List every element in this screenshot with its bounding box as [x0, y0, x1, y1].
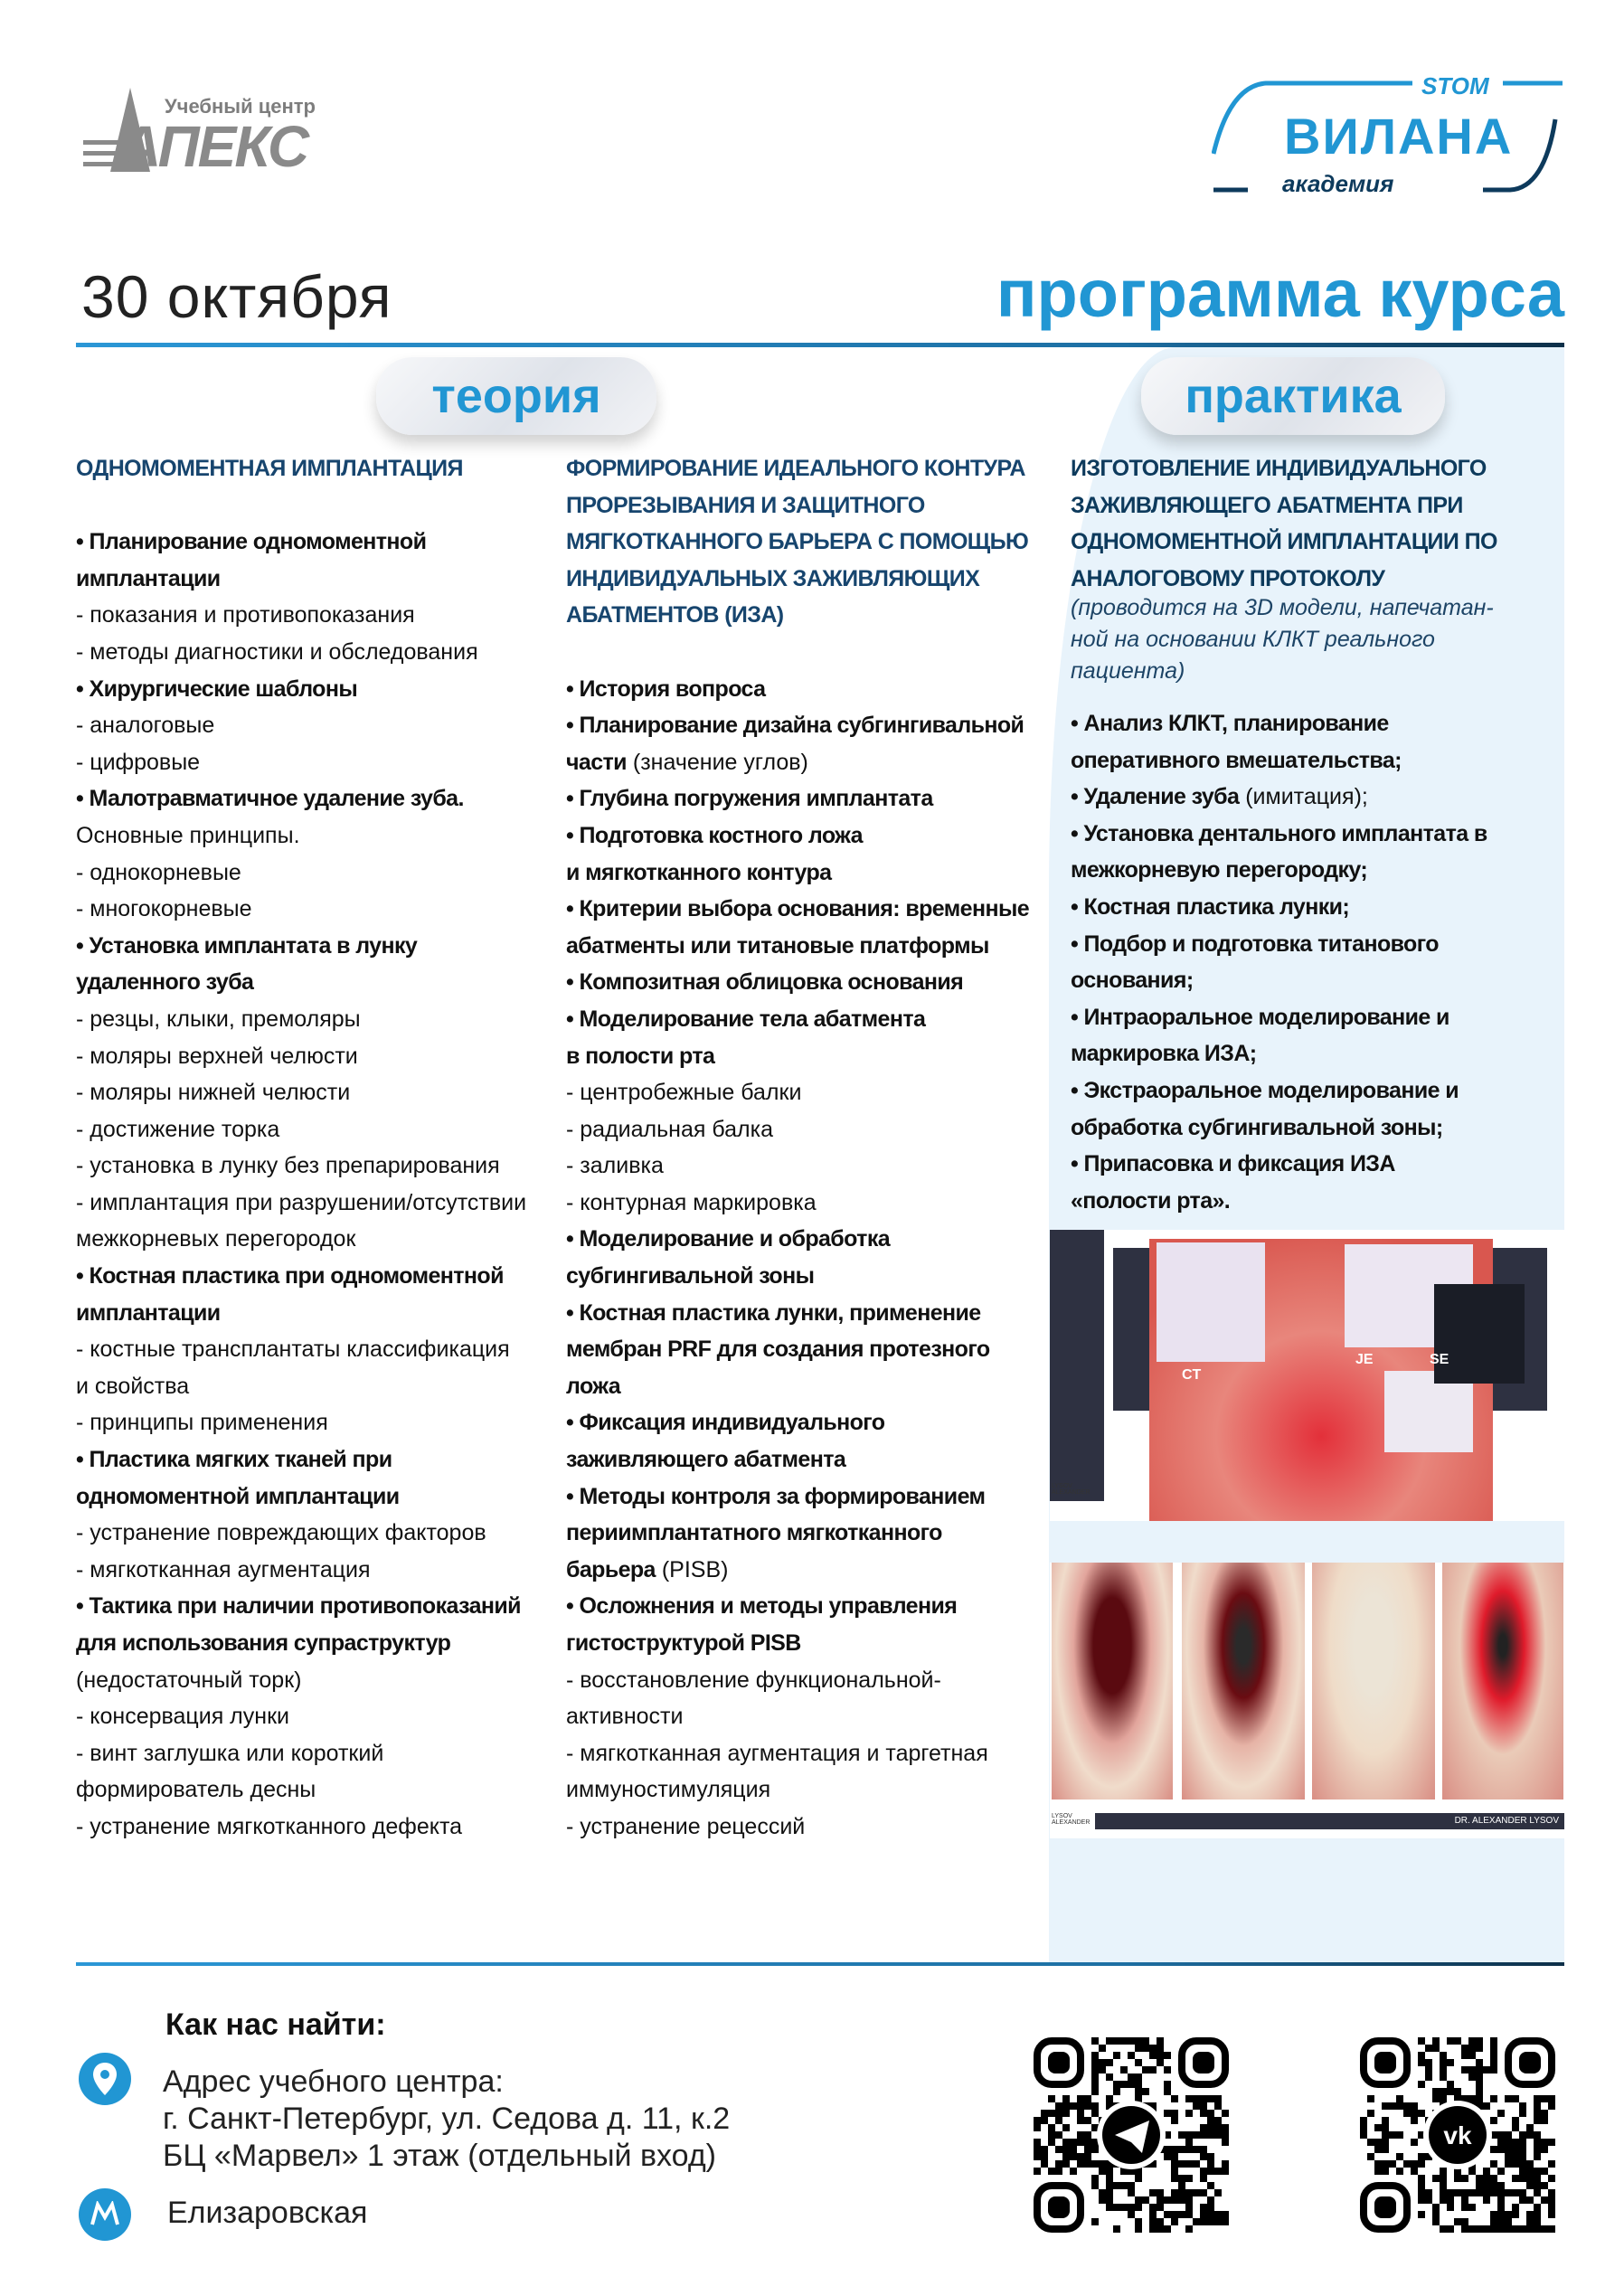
line-bold-text: в полости рта — [566, 1043, 715, 1069]
line-bold-text: гистоструктурой PISB — [566, 1630, 801, 1656]
list-line — [566, 928, 1029, 965]
line-text: - имплантация при разрушении/отсутствии — [76, 1189, 527, 1215]
list-line — [566, 1441, 1029, 1478]
line-text: - цифровые — [76, 749, 201, 775]
line-bold-text: • Костная пластика при одномоментной — [76, 1263, 504, 1289]
list-line — [566, 1662, 1029, 1699]
line-bold-text: • Подготовка костного ложа — [566, 822, 863, 848]
line-bold-text: • Композитная облицовка основания — [566, 969, 964, 996]
line-bold-text: • Планирование дизайна субгингивальной — [566, 713, 1024, 739]
line-bold-text: • История вопроса — [566, 675, 766, 702]
line-text: (PISB) — [655, 1556, 729, 1582]
column-heading: ОДНОМОМЕНТНОЙ ИМПЛАНТАЦИИ ПО — [1071, 529, 1497, 555]
photo-label-se: SE — [1430, 1352, 1449, 1367]
list-line — [566, 1185, 1029, 1222]
list-line — [76, 964, 526, 1001]
line-bold-text: • Припасовка и фиксация ИЗА — [1071, 1151, 1395, 1177]
location-pin-icon — [79, 2053, 131, 2105]
list-line — [566, 1368, 1029, 1405]
theory-column-implantation — [76, 450, 526, 1846]
list-line — [76, 1771, 526, 1809]
line-bold-text: • Глубина погружения имплантата — [566, 786, 933, 812]
column-heading: ОДНОМОМЕНТНАЯ ИМПЛАНТАЦИЯ — [76, 456, 463, 481]
line-bold-text: • Тактика при наличии противопоказаний — [76, 1593, 521, 1620]
list-line — [566, 1478, 1029, 1516]
list-line — [76, 1001, 526, 1038]
line-text: - контурная маркировка — [566, 1189, 817, 1215]
vilana-logo-bottom: академия — [1282, 170, 1394, 197]
list-line — [76, 891, 526, 928]
list-line — [76, 1404, 526, 1441]
metro-station: Елизаровская — [167, 2196, 368, 2230]
line-bold-text: маркировка ИЗА; — [1071, 1041, 1257, 1067]
line-bold-text: и мягкотканного контура — [566, 859, 832, 885]
line-text: - моляры нижней челюсти — [76, 1080, 351, 1106]
page-title: программа курса — [996, 256, 1564, 331]
column-heading: ФОРМИРОВАНИЕ ИДЕАЛЬНОГО КОНТУРА — [566, 456, 1025, 481]
list-line — [1071, 779, 1487, 816]
line-bold-text: • Костная пластика лунки, применение — [566, 1299, 981, 1326]
line-bold-text: основания; — [1071, 968, 1194, 994]
list-line — [566, 1148, 1029, 1185]
list-line — [1071, 705, 1487, 742]
vilana-logo-name: ВИЛАНА — [1284, 108, 1514, 165]
apex-logo-subtitle: Учебный центр — [165, 95, 316, 118]
theory-column-abutments — [566, 450, 1029, 1846]
list-line — [76, 817, 526, 855]
vk-qr-code[interactable] — [1360, 2037, 1555, 2233]
list-line — [76, 707, 526, 744]
line-text: - методы диагностики и обследования — [76, 638, 478, 665]
list-line — [76, 1368, 526, 1405]
column-heading: ЗАЖИВЛЯЮЩЕГО АБАТМЕНТА ПРИ — [1071, 492, 1463, 518]
list-line — [1071, 1183, 1487, 1220]
list-line — [76, 1148, 526, 1185]
note-line: ной на основании КЛКТ реального — [1071, 627, 1435, 652]
line-text: (недостаточный торк) — [76, 1667, 302, 1693]
column-heading: ИНДИВИДУАЛЬНЫХ ЗАЖИВЛЯЮЩИХ — [566, 565, 980, 591]
list-line — [76, 780, 526, 817]
line-text: - винт заглушка или короткий — [76, 1740, 384, 1766]
note-line: (проводится на 3D модели, напечатан- — [1071, 595, 1494, 620]
line-text: - достижение торка — [76, 1116, 280, 1142]
address-label: Адрес учебного центра: — [163, 2064, 504, 2099]
line-bold-text: • Анализ КЛКТ, планирование — [1071, 711, 1389, 736]
line-text: Основные принципы. — [76, 822, 300, 848]
line-bold-text: • Фиксация индивидуального — [566, 1410, 885, 1436]
line-bold-text: обработка субгингивальной зоны; — [1071, 1114, 1443, 1140]
list-line — [566, 1515, 1029, 1552]
list-line — [76, 1111, 526, 1148]
course-date: 30 октября — [81, 263, 392, 330]
list-line — [76, 597, 526, 634]
list-line — [76, 1588, 526, 1625]
line-text: - устранение повреждающих факторов — [76, 1520, 486, 1546]
line-text: - аналоговые — [76, 713, 215, 739]
list-line — [566, 1111, 1029, 1148]
line-bold-text: периимплантатного мягкотканного — [566, 1520, 942, 1546]
line-text: формирователь десны — [76, 1777, 316, 1803]
list-line — [1071, 999, 1487, 1036]
list-line — [566, 707, 1029, 744]
list-line — [566, 1404, 1029, 1441]
list-line — [76, 1441, 526, 1478]
line-text: - многокорневые — [76, 896, 252, 922]
photo-brand-2: LYSOV ALEXANDER — [1052, 1813, 1091, 1826]
list-line — [566, 744, 1029, 781]
column-heading — [566, 634, 1029, 671]
address-building: БЦ «Марвел» 1 этаж (отдельный вход) — [163, 2139, 716, 2173]
list-line — [566, 891, 1029, 928]
list-line — [566, 780, 1029, 817]
photo-watermark: DR. ALEXANDER LYSOV — [1454, 1816, 1559, 1826]
list-line — [76, 634, 526, 671]
list-line — [76, 1735, 526, 1772]
line-text: - моляры верхней челюсти — [76, 1043, 358, 1069]
photo-label-je: JE — [1355, 1352, 1374, 1367]
vilana-logo — [1212, 63, 1573, 208]
line-bold-text: заживляющего абатмента — [566, 1447, 846, 1473]
line-bold-text: барьера — [566, 1556, 656, 1582]
metro-icon — [79, 2188, 131, 2241]
list-line — [566, 1001, 1029, 1038]
cytology-photo — [1050, 1230, 1564, 1521]
list-line — [76, 1331, 526, 1368]
line-text: - заливка — [566, 1153, 664, 1179]
tab-theory: теория — [376, 357, 656, 435]
list-line — [1071, 1110, 1487, 1147]
line-text: (значение углов) — [626, 749, 808, 775]
list-line — [566, 1258, 1029, 1295]
list-line — [566, 1735, 1029, 1772]
line-bold-text: мембран PRF для создания протезного — [566, 1337, 990, 1363]
list-line — [1071, 889, 1487, 926]
list-line — [76, 744, 526, 781]
list-line — [566, 1771, 1029, 1809]
list-line — [566, 1588, 1029, 1625]
list-line — [76, 1552, 526, 1589]
line-bold-text: оперативного вмешательства; — [1071, 747, 1402, 773]
svg-text:vk: vk — [1443, 2121, 1472, 2149]
practice-note — [1071, 592, 1494, 687]
line-bold-text: • Методы контроля за формированием — [566, 1483, 986, 1509]
list-line — [76, 1625, 526, 1662]
list-line — [1071, 742, 1487, 779]
line-bold-text: • Подбор и подготовка титанового — [1071, 930, 1439, 957]
list-line — [1071, 962, 1487, 999]
line-bold-text: • Пластика мягких тканей при — [76, 1447, 392, 1473]
list-line — [566, 1221, 1029, 1258]
list-line — [76, 928, 526, 965]
line-bold-text: • Экстраоральное моделирование и — [1071, 1077, 1459, 1103]
line-bold-text: • Костная пластика лунки; — [1071, 893, 1350, 920]
line-text: - установка в лунку без препарирования — [76, 1153, 500, 1179]
list-line — [566, 817, 1029, 855]
line-bold-text: • Установка дентального имплантата в — [1071, 820, 1487, 846]
line-text: - устранение мягкотканного дефекта — [76, 1813, 463, 1839]
line-text: активности — [566, 1704, 684, 1730]
photo-brand: LYSOV ALEXANDER — [1052, 1483, 1091, 1496]
list-line — [76, 1698, 526, 1735]
list-line — [76, 1662, 526, 1699]
line-text: - консервация лунки — [76, 1704, 289, 1730]
address-street: г. Санкт-Петербург, ул. Седова д. 11, к.2 — [163, 2102, 731, 2136]
line-text: - принципы применения — [76, 1410, 328, 1436]
line-text: - костные трансплантаты классификация — [76, 1337, 510, 1363]
line-bold-text: • Интраоральное моделирование и — [1071, 1004, 1449, 1030]
line-text: - центробежные балки — [566, 1080, 802, 1106]
line-text: - радиальная балка — [566, 1116, 773, 1142]
line-bold-text: • Критерии выбора основания: временные — [566, 896, 1030, 922]
line-bold-text: • Моделирование тела абатмента — [566, 1006, 926, 1032]
list-line — [76, 1258, 526, 1295]
apex-logo — [83, 86, 364, 179]
list-line — [1071, 816, 1487, 853]
list-line — [566, 855, 1029, 892]
line-text: - мягкотканная аугментация — [76, 1556, 371, 1582]
footer-divider — [76, 1962, 1564, 1966]
column-heading: МЯГКОТКАННОГО БАРЬЕРА С ПОМОЩЬЮ — [566, 529, 1029, 555]
list-line — [1071, 852, 1487, 889]
list-line — [1071, 1146, 1487, 1183]
line-text: иммуностимуляция — [566, 1777, 771, 1803]
clinical-photo-strip — [1050, 1563, 1564, 1838]
apex-logo-name: АПЕКС — [119, 114, 308, 179]
line-text: - однокорневые — [76, 859, 241, 885]
column-heading: АНАЛОГОВОМУ ПРОТОКОЛУ — [1071, 565, 1385, 591]
vilana-logo-top: STOM — [1421, 72, 1489, 99]
line-text: - резцы, клыки, премоляры — [76, 1006, 361, 1032]
list-line — [566, 1331, 1029, 1368]
list-line — [76, 671, 526, 708]
list-line — [566, 1698, 1029, 1735]
list-line — [1071, 926, 1487, 963]
line-text: (имитация); — [1239, 784, 1368, 810]
line-bold-text: • Планирование одномоментной — [76, 529, 427, 555]
line-bold-text: • Удаление зуба — [1071, 784, 1240, 810]
line-bold-text: • Моделирование и обработка — [566, 1226, 891, 1252]
practice-list — [1071, 705, 1487, 1219]
list-line — [1071, 1035, 1487, 1072]
line-bold-text: • Осложнения и методы управления — [566, 1593, 958, 1620]
list-line — [76, 1221, 526, 1258]
line-bold-text: одномоментной имплантации — [76, 1483, 400, 1509]
list-line — [566, 964, 1029, 1001]
list-line — [566, 1038, 1029, 1075]
list-line — [76, 1809, 526, 1846]
line-text: - восстановление функциональной- — [566, 1667, 941, 1693]
line-bold-text: • Хирургические шаблоны — [76, 675, 358, 702]
column-heading — [76, 487, 526, 524]
list-line — [76, 561, 526, 598]
line-bold-text: «полости рта». — [1071, 1187, 1231, 1214]
column-heading: ИЗГОТОВЛЕНИЕ ИНДИВИДУАЛЬНОГО — [1071, 456, 1487, 481]
line-bold-text: абатменты или титановые платформы — [566, 932, 989, 959]
line-text: - показания и противопоказания — [76, 602, 415, 628]
line-text: межкорневых перегородок — [76, 1226, 356, 1252]
line-bold-text: межкорневую перегородку; — [1071, 857, 1368, 883]
line-bold-text: части — [566, 749, 627, 775]
line-bold-text: ложа — [566, 1373, 621, 1399]
telegram-qr-code[interactable] — [1034, 2037, 1229, 2233]
find-us-heading: Как нас найти: — [165, 2007, 386, 2042]
line-bold-text: субгингивальной зоны — [566, 1263, 815, 1289]
list-line — [566, 1809, 1029, 1846]
list-line — [76, 1515, 526, 1552]
list-line — [76, 524, 526, 561]
line-text: - мягкотканная аугментация и таргетная — [566, 1740, 988, 1766]
list-line — [566, 1295, 1029, 1332]
list-line — [566, 1074, 1029, 1111]
line-bold-text: удаленного зуба — [76, 969, 254, 996]
list-line — [566, 1552, 1029, 1589]
column-heading: ПРОРЕЗЫВАНИЯ И ЗАЩИТНОГО — [566, 492, 925, 518]
list-line — [566, 1625, 1029, 1662]
list-line — [76, 855, 526, 892]
list-line — [566, 671, 1029, 708]
list-line — [76, 1478, 526, 1516]
line-bold-text: для использования супраструктур — [76, 1630, 451, 1656]
list-line — [76, 1295, 526, 1332]
list-line — [76, 1038, 526, 1075]
practice-column — [1071, 450, 1497, 597]
line-bold-text: • Установка имплантата в лунку — [76, 932, 418, 959]
line-bold-text: имплантации — [76, 565, 221, 591]
note-line: пациента) — [1071, 658, 1185, 684]
line-text: и свойства — [76, 1373, 190, 1399]
photo-label-ct: CT — [1182, 1367, 1202, 1383]
line-bold-text: имплантации — [76, 1299, 221, 1326]
list-line — [76, 1185, 526, 1222]
line-text: - устранение рецессий — [566, 1813, 806, 1839]
list-line — [76, 1074, 526, 1111]
address — [163, 2064, 730, 2175]
tab-practice: практика — [1141, 357, 1445, 435]
column-heading: АБАТМЕНТОВ (ИЗА) — [566, 602, 784, 628]
list-line — [1071, 1072, 1487, 1110]
line-bold-text: • Малотравматичное удаление зуба. — [76, 786, 464, 812]
